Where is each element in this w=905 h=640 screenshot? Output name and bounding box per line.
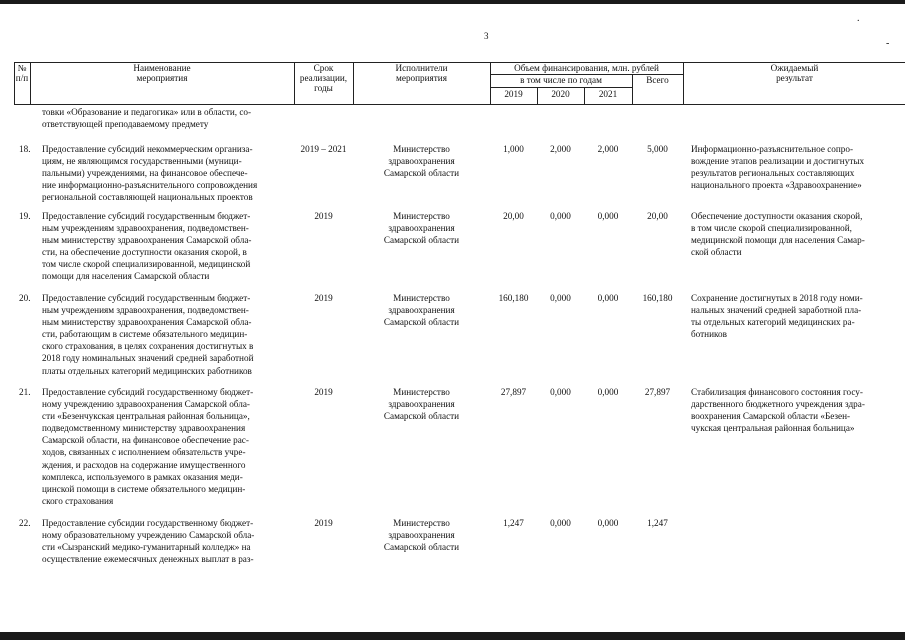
row-2020: 0,000 [550,518,571,528]
row-term: 2019 [314,293,333,303]
row-2021: 0,000 [597,211,619,221]
row-executor: Министерство здравоохранения Самарской области [383,518,460,553]
row-term: 2019 [314,518,333,528]
row-2020: 0,000 [550,387,571,397]
scan-border-top [0,0,905,4]
row-number: 22. [19,518,31,528]
table-header [14,62,905,104]
header-term: Срок реализации, годы [299,63,348,93]
row-2019: 1,247 [503,518,524,528]
row-2019: 27,897 [500,387,527,397]
row-result: Сохранение достигнутых в 2018 году номи- нальных значений средней заработной пла- ты отдельных категорий медицинских ра- ботников [691,293,863,340]
row-2020: 0,000 [550,293,571,303]
row-name: Предоставление субсидий некоммерческим организа- циям, не являющимся государственными (муници- пальными) учреждениями, на финансовое обеспече- ние информационно-разъяснительного сопровождения региональной составляющей национальных проектов [42,144,258,203]
row-executor: Министерство здравоохранения Самарской области [383,144,460,179]
row-total: 5,000 [647,144,668,154]
row-2021: 0,000 [597,387,619,397]
row-term: 2019 [314,387,333,397]
scan-speck: . [857,13,860,24]
row-total: 20,00 [647,211,668,221]
scan-speck: - [886,38,890,49]
row-2021: 2,000 [597,144,619,154]
row-2020: 0,000 [550,211,571,221]
header-executors: Исполнители мероприятия [395,63,448,83]
row-total: 1,247 [647,518,668,528]
row-term: 2019 [314,211,333,221]
row-number: 19. [19,211,31,221]
row-name: Предоставление субсидий государственным бюджет- ным учреждениям здравоохранения, подведомствен- ным министерству здравоохранения Самарской обла- сти, работающим в системе обязательного медицин- ского страхования, в целях сохранения достигнутых в 2018 году номинальных значений средней заработной платы отдельных категорий медицинских работников [42,293,254,376]
header-year-2019: 2019 [504,89,523,99]
header-result: Ожидаемый результат [770,63,819,83]
header-year-2020: 2020 [551,89,570,99]
row-number: 20. [19,293,31,303]
row-result: Обеспечение доступности оказания скорой, в том числе скорой специализированной, медицинской помощи для населения Самар- ской области [691,211,865,258]
row-number: 18. [19,144,31,154]
row-executor: Министерство здравоохранения Самарской области [383,387,460,422]
row-2019: 20,00 [503,211,524,221]
page-number: 3 [484,31,489,41]
row-name: Предоставление субсидий государственным бюджет- ным учреждениям здравоохранения, подведомствен- ным министерству здравоохранения Самарской обла- сти, на обеспечение доступности оказания скорой, в том числе скорой специализированной, медицинской помощи для населения Самарской области [42,211,252,282]
row-name: Предоставление субсидии государственному бюджет- ному образовательному учреждению Самарской обла- сти «Сызранский медико-гуманитарный колледж» на осуществление ежемесячных денежных выплат в раз- [42,518,255,565]
row-total: 160,180 [642,293,673,303]
row-number: 21. [19,387,31,397]
row-total: 27,897 [644,387,671,397]
row-result: Стабилизация финансового состояния госу- дарственного бюджетного учреждения здра- воохранения Самарской области «Безен- чукская центральная районная больница» [691,387,865,434]
header-year-2021: 2021 [598,89,618,99]
continuation-text: товки «Образование и педагогика» или в области, со- ответствующей преподаваемому предмету [42,107,252,130]
row-name: Предоставление субсидий государственному бюджет- ному учреждению здравоохранения Самарской обла- сти «Безенчукская центральная районная больница», подведомственному министерству здравоохранения Самарской области, на финансовое обеспечение рас- ходов, связанных с исполнением обязательств учре- ждения, и расходов на содержание имущественного комплекса, используемого в рамках оказания меди- цинской помощи в системе обязательного медицин- ского страхования [42,387,254,506]
header-by-years: в том числе по годам [520,75,602,85]
row-term: 2019 – 2021 [300,144,347,154]
header-funding: Объем финансирования, млн. рублей [514,63,659,73]
row-2021: 0,000 [597,293,619,303]
row-executor: Министерство здравоохранения Самарской области [383,293,460,328]
scan-border-bottom [0,632,905,640]
header-total: Всего [646,75,669,85]
row-2021: 0,000 [597,518,619,528]
row-2019: 160,180 [498,293,529,303]
header-name: Наименование мероприятия [133,63,191,83]
row-2019: 1,000 [503,144,524,154]
row-executor: Министерство здравоохранения Самарской области [383,211,460,246]
header-num: № п/п [15,63,29,83]
row-2020: 2,000 [550,144,571,154]
row-result: Информационно-разъяснительное сопро- вождение этапов реализации и достигнутых результатов региональных составляющих национального проекта «Здравоохранение» [691,144,865,191]
